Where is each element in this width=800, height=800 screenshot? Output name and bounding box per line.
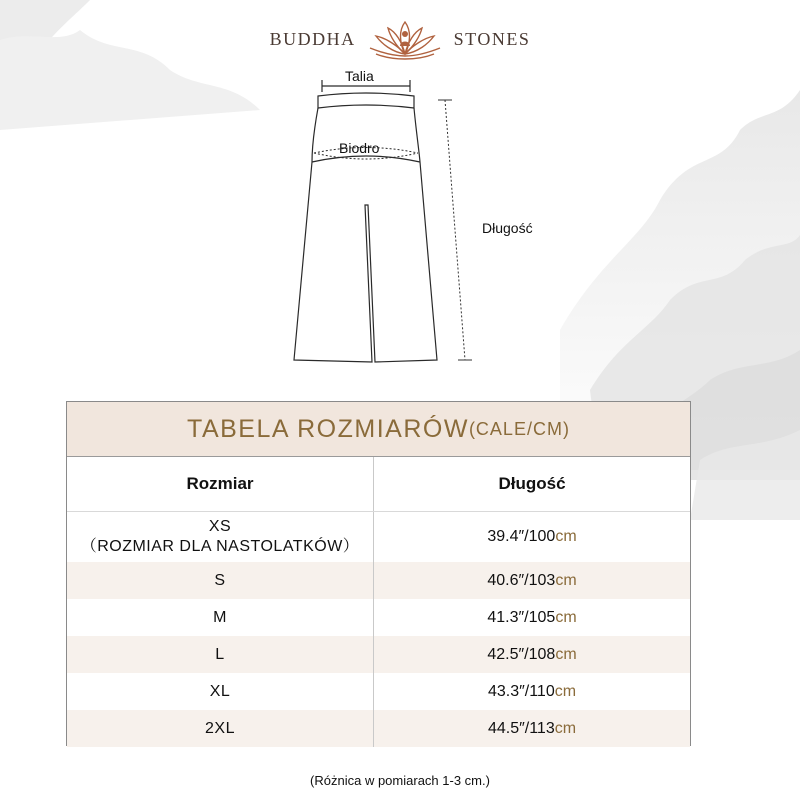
table-row <box>67 673 690 710</box>
length-unit: cm <box>555 528 577 545</box>
brand-name-right: STONES <box>453 28 531 49</box>
size-name: M <box>213 608 227 626</box>
table-title-unit: (CALE/CM) <box>468 418 570 439</box>
size-cell <box>67 512 374 562</box>
size-cell <box>67 710 374 747</box>
brand-name-left: BUDDHA <box>269 28 356 49</box>
length-value: 42.5″/108 <box>487 645 556 663</box>
pants-outline <box>294 93 437 362</box>
length-cell <box>374 673 690 710</box>
size-name: L <box>215 645 225 663</box>
hip-label: Biodro <box>339 140 380 156</box>
length-value: 44.5″/113 <box>487 719 555 737</box>
length-cell <box>374 512 690 562</box>
measurement-footnote: (Różnica w pomiarach 1-3 cm.) <box>310 773 490 788</box>
size-name: XL <box>209 682 231 700</box>
lotus-buddha-logo-icon <box>366 16 444 62</box>
size-cell <box>67 673 374 710</box>
length-cell <box>374 636 690 673</box>
size-name: 2XL <box>205 719 235 737</box>
brand-header <box>0 14 800 64</box>
length-unit: cm <box>555 608 577 626</box>
length-label: Długość <box>482 220 533 236</box>
table-row <box>67 512 690 562</box>
header-size: Rozmiar <box>67 457 374 511</box>
length-unit: cm <box>554 682 577 700</box>
length-cell <box>374 562 690 599</box>
length-value: 40.6″/103 <box>487 571 556 589</box>
length-value: 39.4″/100 <box>487 528 556 545</box>
size-chart-table <box>66 401 691 746</box>
length-cell <box>374 710 690 747</box>
table-title-text: TABELA ROZMIARÓW <box>187 414 469 443</box>
table-row <box>67 636 690 673</box>
size-cell <box>67 562 374 599</box>
length-unit: cm <box>555 571 577 589</box>
waist-label: Talia <box>345 68 374 84</box>
length-measure-line <box>438 100 472 360</box>
table-row <box>67 710 690 747</box>
length-unit: cm <box>554 719 577 737</box>
table-header-row <box>67 457 690 512</box>
length-value: 43.3″/110 <box>487 682 555 700</box>
length-cell <box>374 599 690 636</box>
table-title <box>67 402 690 457</box>
size-name: XS <box>208 518 232 535</box>
length-unit: cm <box>555 645 577 663</box>
size-name: S <box>214 571 226 589</box>
size-cell <box>67 636 374 673</box>
length-value: 41.3″/105 <box>487 608 556 626</box>
size-cell <box>67 599 374 636</box>
table-row <box>67 562 690 599</box>
size-note: （ROZMIAR DLA NASTOLATKÓW） <box>80 538 360 555</box>
header-length: Długość <box>498 474 566 493</box>
table-row <box>67 599 690 636</box>
